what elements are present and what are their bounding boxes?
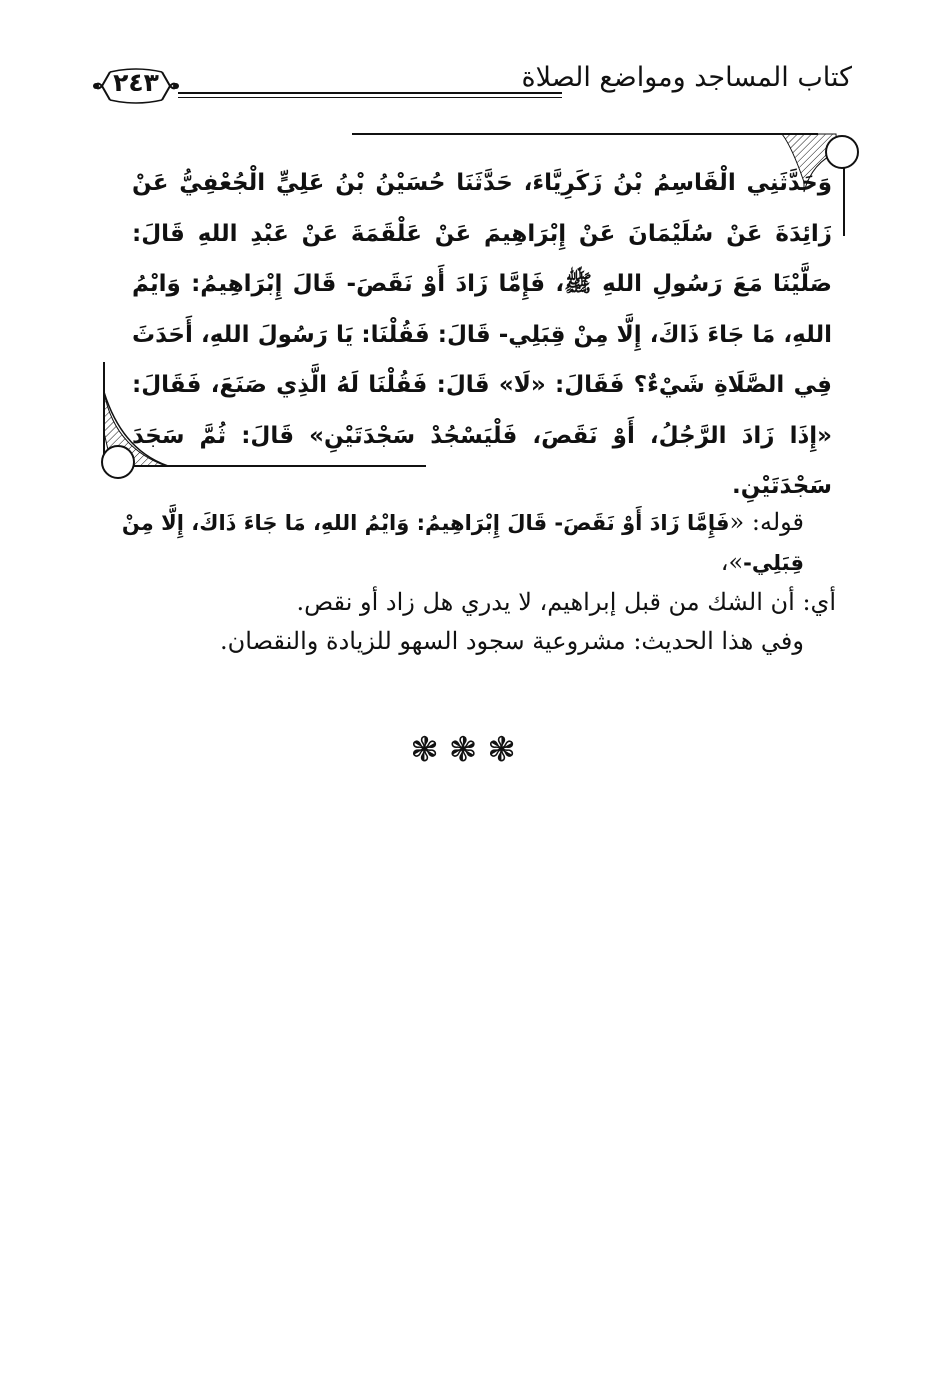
- hadith-text: [132, 158, 832, 512]
- hadith-paragraph: وَحَدَّثَنِي الْقَاسِمُ بْنُ زَكَرِيَّاءَ، حَدَّثَنَا حُسَيْنُ بْنُ عَلِيٍّ الْجُعْفِيُّ عَنْ زَائِدَةَ عَنْ سُلَيْمَانَ عَنْ إِبْرَاهِيمَ عَنْ عَلْقَمَةَ عَنْ عَبْدِ اللهِ قَالَ: صَلَّيْنَا مَعَ رَسُولِ اللهِ ﷺ، فَإِمَّا زَادَ أَوْ نَقَصَ- قَالَ إِبْرَاهِيمُ: وَايْمُ اللهِ، مَا جَاءَ ذَاكَ، إِلَّا مِنْ قِبَلِي- قَالَ: فَقُلْنَا: يَا رَسُولَ اللهِ، أَحَدَثَ فِي الصَّلَاةِ شَيْءٌ؟ فَقَالَ: «لَا» قَالَ: فَقُلْنَا لَهُ الَّذِي صَنَعَ، فَقَالَ: «إِذَا زَادَ الرَّجُلُ، أَوْ نَقَصَ، فَلْيَسْجُدْ سَجْدَتَيْنِ» قَالَ: ثُمَّ سَجَدَ سَجْدَتَيْنِ.: [132, 170, 832, 499]
- commentary-lead: قوله: «: [729, 508, 804, 536]
- page-number-ornament: [88, 64, 184, 108]
- header-rule: [178, 92, 562, 94]
- running-header: [88, 62, 852, 110]
- commentary-line-1: [96, 503, 836, 583]
- chapter-title: كتاب المساجد ومواضع الصلاة: [521, 62, 852, 93]
- commentary: [96, 503, 836, 661]
- header-rule-thin: [178, 97, 562, 98]
- page-number: ٢٤٣: [113, 68, 159, 97]
- section-divider-ornament: ❃❃❃: [410, 730, 526, 770]
- commentary-line-2: أي: أن الشك من قبل إبراهيم، لا يدري هل زاد أو نقص.: [296, 588, 836, 616]
- commentary-trail: »،: [720, 548, 744, 576]
- commentary-line-3: وفي هذا الحديث: مشروعية سجود السهو للزيادة والنقصان.: [220, 627, 804, 655]
- commentary-quote: فَإِمَّا زَادَ أَوْ نَقَصَ- قَالَ إِبْرَاهِيمُ: وَايْمُ اللهِ، مَا جَاءَ ذَاكَ، إِلَّا مِنْ قِبَلِي-: [121, 511, 804, 575]
